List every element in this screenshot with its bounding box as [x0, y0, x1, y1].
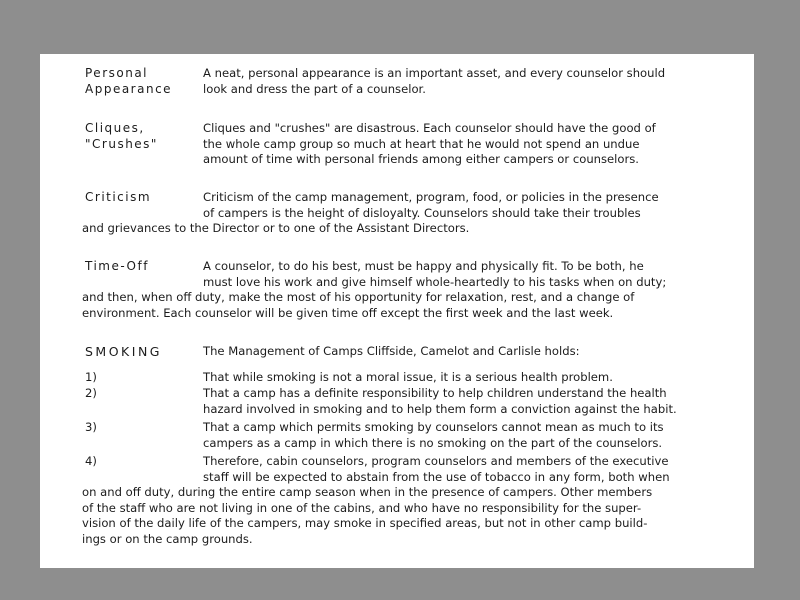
section-text: Criticism of the camp management, program, food, or policies in the presence of campers is the height of disloyalty. Counselors should take their troubles — [203, 190, 659, 220]
section-term: Cliques, "Crushes" — [85, 121, 158, 151]
section-intro: The Management of Camps Cliffside, Camelot and Carlisle holds: — [203, 344, 580, 358]
item-text: That while smoking is not a moral issue, it is a serious health problem. — [203, 370, 613, 384]
item-number: 2) — [85, 386, 97, 400]
item-number: 4) — [85, 454, 97, 468]
section-term: SMOKING — [85, 344, 162, 359]
section-text: A counselor, to do his best, must be happy and physically fit. To be both, he must love his work and give himself whole-heartedly to his tasks when on duty; — [203, 259, 667, 289]
section-text: A neat, personal appearance is an important asset, and every counselor should look and dress the part of a counselor. — [203, 66, 666, 96]
section-text-continued: on and off duty, during the entire camp season when in the presence of campers. Other members of the staff who are not living in one of the cabins, and who have no responsibility for the super- vision of the daily life of the campers, may smoke in specified areas, but not in other camp build- ings or on the camp grounds. — [82, 485, 653, 547]
item-text: Therefore, cabin counselors, program counselors and members of the executive staff will be expected to abstain from the use of tobacco in any form, both when — [203, 454, 670, 484]
item-text: That a camp which permits smoking by counselors cannot mean as much to its campers as a camp in which there is no smoking on the part of the counselors. — [203, 420, 664, 450]
section-term: Criticism — [85, 190, 152, 204]
item-number: 1) — [85, 370, 97, 384]
section-term: Time-Off — [85, 259, 149, 273]
section-text: Cliques and "crushes" are disastrous. Each counselor should have the good of the whole camp group so much at heart that he would not spend an undue amount of time with personal friends among either campers or counselors. — [203, 121, 656, 167]
section-text-continued: and then, when off duty, make the most of his opportunity for relaxation, rest, and a change of environment. Each counselor will be given time off except the first week and the last week. — [82, 290, 635, 320]
item-number: 3) — [85, 420, 97, 434]
document-page — [40, 54, 754, 568]
section-text-continued: and grievances to the Director or to one of the Assistant Directors. — [82, 221, 470, 235]
item-text: That a camp has a definite responsibility to help children understand the health hazard involved in smoking and to help them form a conviction against the habit. — [203, 386, 677, 416]
section-term: Personal Appearance — [85, 66, 173, 96]
